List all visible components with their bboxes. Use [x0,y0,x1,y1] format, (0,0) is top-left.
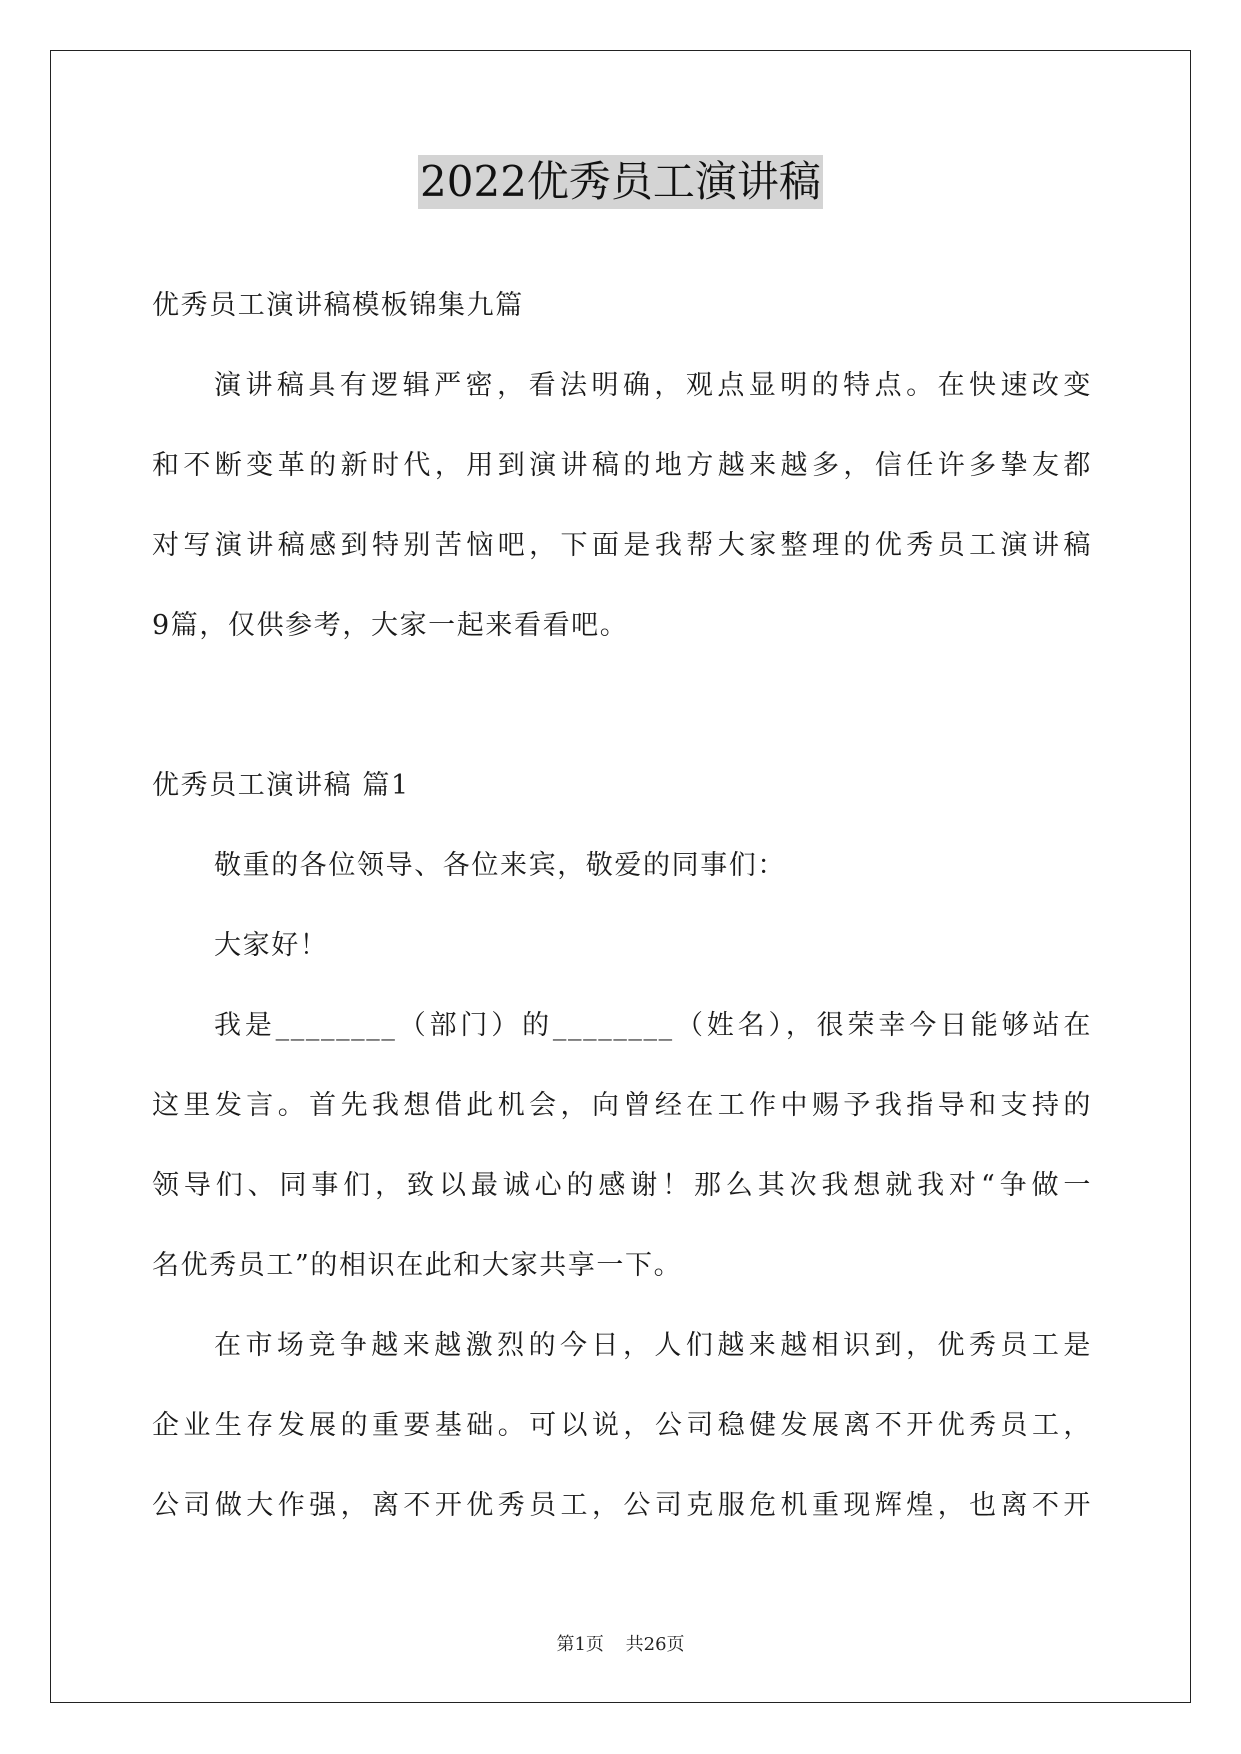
page-number: 第1页 [556,1634,604,1655]
paragraph-line: 我是________（部门）的________（姓名），很荣幸今日能够站在 [214,1010,1092,1041]
greeting: 大家好！ [214,930,329,961]
salutation: 敬重的各位领导、各位来宾，敬爱的同事们： [214,850,786,881]
paragraph-line: 在市场竞争越来越激烈的今日，人们越来越相识到，优秀员工是 [214,1330,1092,1361]
paragraph-line: 企业生存发展的重要基础。可以说，公司稳健发展离不开优秀员工， [152,1410,1092,1441]
section-heading: 优秀员工演讲稿 篇1 [152,770,410,801]
page-total: 共26页 [625,1634,685,1655]
paragraph-line: 公司做大作强，离不开优秀员工，公司克服危机重现辉煌，也离不开 [152,1490,1092,1521]
intro-line: 9篇，仅供参考，大家一起来看看吧。 [152,610,629,641]
intro-line: 和不断变革的新时代，用到演讲稿的地方越来越多，信任许多挚友都 [152,450,1092,481]
intro-line: 对写演讲稿感到特别苦恼吧，下面是我帮大家整理的优秀员工演讲稿 [152,530,1092,561]
title-wrap [0,155,1241,209]
document-title: 2022优秀员工演讲稿 [418,155,823,209]
page-footer [0,1630,1241,1656]
paragraph-line: 名优秀员工”的相识在此和大家共享一下。 [152,1250,683,1281]
section-gap [152,666,1092,746]
paragraph-line: 这里发言。首先我想借此机会，向曾经在工作中赐予我指导和支持的 [152,1090,1092,1121]
document-subtitle: 优秀员工演讲稿模板锦集九篇 [152,290,524,321]
intro-line: 演讲稿具有逻辑严密，看法明确，观点显明的特点。在快速改变 [214,370,1092,401]
paragraph-line: 领导们、同事们，致以最诚心的感谢！那么其次我想就我对“争做一 [152,1170,1092,1201]
document-body [152,266,1092,1546]
